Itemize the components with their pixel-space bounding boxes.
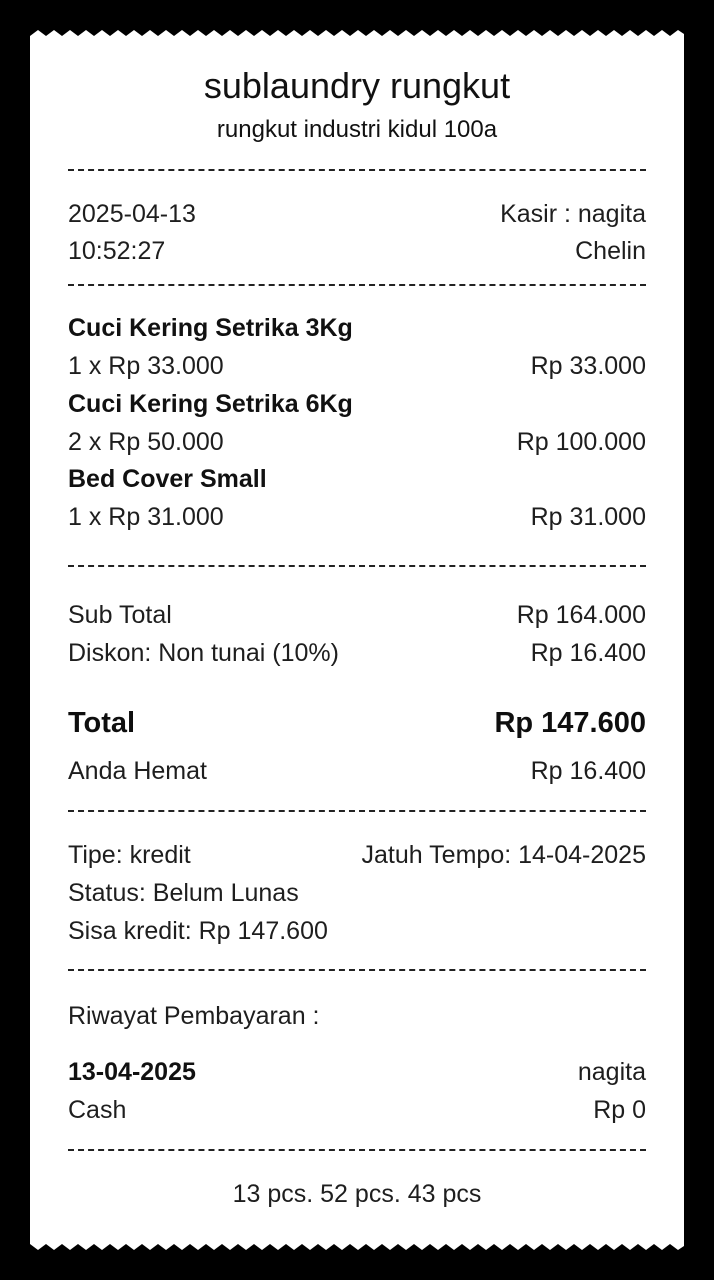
store-address: rungkut industri kidul 100a	[216, 116, 498, 143]
subtotal-label: Sub Total	[68, 601, 172, 629]
savings-value: Rp 16.400	[530, 757, 646, 785]
item-name: Cuci Kering Setrika 3Kg	[68, 314, 353, 342]
item-subtotal: Rp 100.000	[516, 428, 646, 456]
history-date: 13-04-2025	[68, 1058, 196, 1086]
divider	[68, 565, 646, 567]
history-amount: Rp 0	[593, 1096, 646, 1124]
item-name: Bed Cover Small	[68, 465, 267, 493]
divider	[68, 169, 646, 171]
divider	[68, 810, 646, 812]
item-qty-price: 2 x Rp 50.000	[68, 428, 224, 456]
divider	[68, 1149, 646, 1151]
pieces-summary: 13 pcs. 52 pcs. 43 pcs	[232, 1180, 482, 1208]
item-name: Cuci Kering Setrika 6Kg	[68, 390, 353, 418]
history-method: Cash	[68, 1096, 127, 1124]
item-subtotal: Rp 33.000	[530, 352, 646, 380]
customer-name: Chelin	[575, 237, 646, 265]
item-qty-price: 1 x Rp 31.000	[68, 503, 224, 531]
payment-type: Tipe: kredit	[68, 841, 191, 869]
payment-history-title: Riwayat Pembayaran :	[68, 1002, 320, 1030]
divider	[68, 284, 646, 286]
total-label: Total	[68, 707, 136, 739]
receipt-top-edge	[30, 30, 684, 42]
transaction-date: 2025-04-13	[68, 200, 196, 228]
due-date: Jatuh Tempo: 14-04-2025	[361, 841, 646, 869]
payment-status: Status: Belum Lunas	[68, 879, 299, 907]
remaining-credit: Sisa kredit: Rp 147.600	[68, 917, 328, 945]
cashier-name: Kasir : nagita	[500, 200, 646, 228]
receipt-bottom-edge	[30, 1238, 684, 1250]
discount-value: Rp 16.400	[530, 639, 646, 667]
discount-label: Diskon: Non tunai (10%)	[68, 639, 339, 667]
item-subtotal: Rp 31.000	[530, 503, 646, 531]
total-value: Rp 147.600	[494, 707, 646, 739]
savings-label: Anda Hemat	[68, 757, 207, 785]
store-name: sublaundry rungkut	[203, 65, 511, 106]
subtotal-value: Rp 164.000	[516, 601, 646, 629]
divider	[68, 969, 646, 971]
item-qty-price: 1 x Rp 33.000	[68, 352, 224, 380]
transaction-time: 10:52:27	[68, 237, 166, 265]
history-cashier: nagita	[577, 1058, 646, 1086]
